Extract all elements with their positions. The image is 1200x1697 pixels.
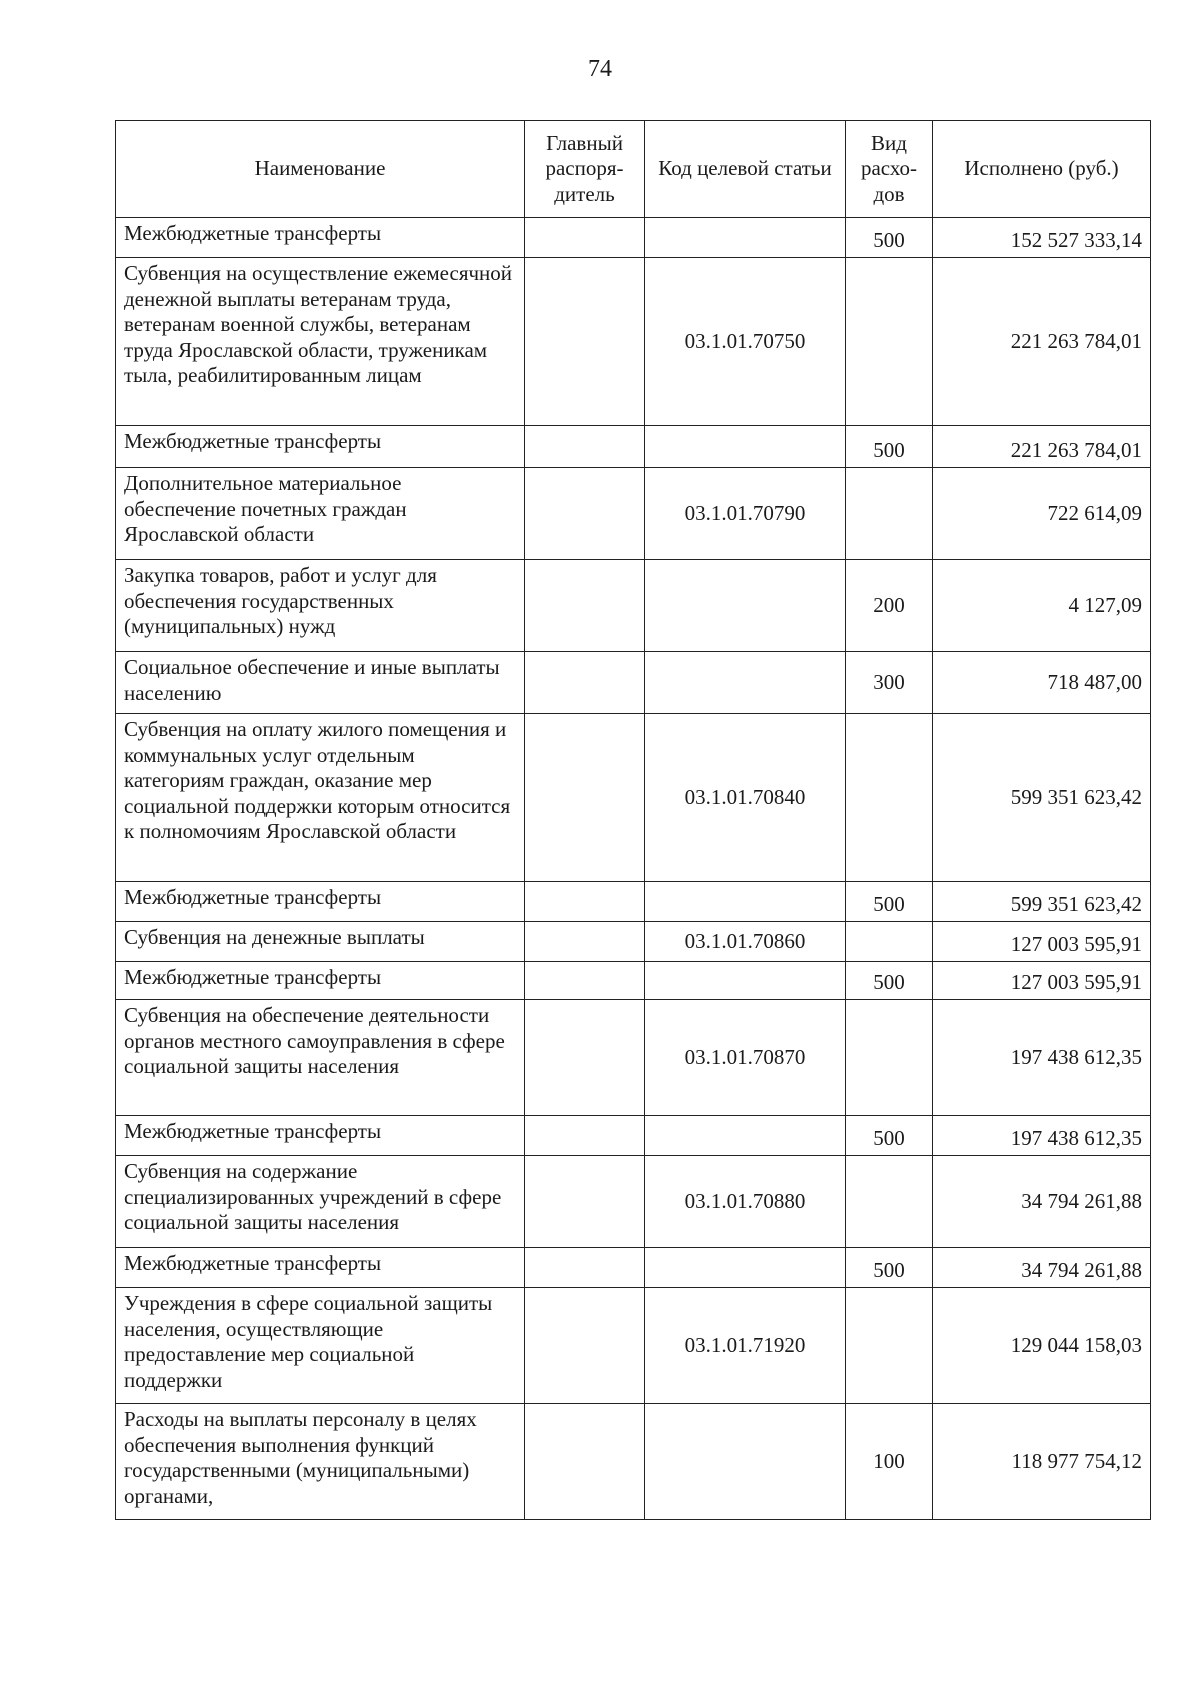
cell-name: Субвенция на осуществление ежемесячной денежной выплаты ветеранам труда, ветеранам военной службы, ветеранам труда Ярославской области, труженикам тыла, реабилитированным лицам: [116, 258, 525, 426]
cell-executed-amount: 4 127,09: [933, 560, 1151, 652]
cell-expense-type: 500: [846, 1248, 933, 1288]
cell-chief-administrator: [525, 1404, 645, 1520]
cell-chief-administrator: [525, 1288, 645, 1404]
cell-chief-administrator: [525, 882, 645, 922]
table-row: [116, 922, 1151, 962]
cell-expense-type: 100: [846, 1404, 933, 1520]
cell-target-code: [645, 560, 846, 652]
cell-executed-amount: 722 614,09: [933, 468, 1151, 560]
table-row: [116, 1288, 1151, 1404]
cell-target-code: [645, 218, 846, 258]
cell-target-code: 03.1.01.70870: [645, 1000, 846, 1116]
cell-chief-administrator: [525, 1000, 645, 1116]
cell-target-code: [645, 426, 846, 468]
header-name: Наименование: [116, 121, 525, 218]
cell-name: Межбюджетные трансферты: [116, 218, 525, 258]
table-row: [116, 468, 1151, 560]
cell-name: Учреждения в сфере социальной защиты населения, осуществляющие предоставление мер социальной поддержки: [116, 1288, 525, 1404]
cell-executed-amount: 599 351 623,42: [933, 882, 1151, 922]
table-row: [116, 1404, 1151, 1520]
header-chief-administrator: Главный распоря-дитель: [525, 121, 645, 218]
cell-name: Дополнительное материальное обеспечение почетных граждан Ярославской области: [116, 468, 525, 560]
table-row: [116, 560, 1151, 652]
cell-name: Межбюджетные трансферты: [116, 882, 525, 922]
cell-name: Межбюджетные трансферты: [116, 1248, 525, 1288]
cell-target-code: [645, 1404, 846, 1520]
cell-target-code: [645, 882, 846, 922]
cell-target-code: 03.1.01.70880: [645, 1156, 846, 1248]
cell-name: Расходы на выплаты персоналу в целях обеспечения выполнения функций государственными (муниципальными) органами,: [116, 1404, 525, 1520]
cell-expense-type: [846, 468, 933, 560]
cell-name: Межбюджетные трансферты: [116, 962, 525, 1000]
cell-executed-amount: 221 263 784,01: [933, 426, 1151, 468]
cell-target-code: 03.1.01.70790: [645, 468, 846, 560]
cell-executed-amount: 221 263 784,01: [933, 258, 1151, 426]
cell-target-code: [645, 1248, 846, 1288]
cell-target-code: [645, 1116, 846, 1156]
cell-expense-type: 300: [846, 652, 933, 714]
cell-expense-type: [846, 922, 933, 962]
cell-target-code: 03.1.01.70860: [645, 922, 846, 962]
cell-chief-administrator: [525, 652, 645, 714]
cell-executed-amount: 152 527 333,14: [933, 218, 1151, 258]
cell-name: Субвенция на оплату жилого помещения и коммунальных услуг отдельным категориям граждан, оказание мер социальной поддержки которым относится к полномочиям Ярославской области: [116, 714, 525, 882]
cell-expense-type: [846, 714, 933, 882]
table-row: [116, 1156, 1151, 1248]
table-row: [116, 218, 1151, 258]
cell-name: Субвенция на денежные выплаты: [116, 922, 525, 962]
cell-executed-amount: 118 977 754,12: [933, 1404, 1151, 1520]
table-row: [116, 1116, 1151, 1156]
header-expense-type: Вид расхо-дов: [846, 121, 933, 218]
cell-executed-amount: 599 351 623,42: [933, 714, 1151, 882]
cell-name: Межбюджетные трансферты: [116, 426, 525, 468]
cell-name: Субвенция на обеспечение деятельности органов местного самоуправления в сфере социальной защиты населения: [116, 1000, 525, 1116]
cell-executed-amount: 197 438 612,35: [933, 1116, 1151, 1156]
table-row: [116, 714, 1151, 882]
cell-target-code: [645, 962, 846, 1000]
table-header-row: [116, 121, 1151, 218]
cell-chief-administrator: [525, 258, 645, 426]
cell-chief-administrator: [525, 1116, 645, 1156]
cell-target-code: [645, 652, 846, 714]
cell-name: Социальное обеспечение и иные выплаты населению: [116, 652, 525, 714]
cell-expense-type: [846, 1288, 933, 1404]
cell-chief-administrator: [525, 218, 645, 258]
table-row: [116, 1248, 1151, 1288]
cell-target-code: 03.1.01.70750: [645, 258, 846, 426]
cell-name: Субвенция на содержание специализированных учреждений в сфере социальной защиты населения: [116, 1156, 525, 1248]
cell-chief-administrator: [525, 426, 645, 468]
cell-chief-administrator: [525, 468, 645, 560]
cell-executed-amount: 718 487,00: [933, 652, 1151, 714]
cell-expense-type: [846, 1156, 933, 1248]
cell-expense-type: 200: [846, 560, 933, 652]
cell-expense-type: 500: [846, 218, 933, 258]
cell-chief-administrator: [525, 1156, 645, 1248]
cell-chief-administrator: [525, 922, 645, 962]
cell-chief-administrator: [525, 962, 645, 1000]
cell-name: Закупка товаров, работ и услуг для обеспечения государственных (муниципальных) нужд: [116, 560, 525, 652]
page-number: 74: [588, 56, 612, 82]
table-row: [116, 882, 1151, 922]
table-row: [116, 426, 1151, 468]
cell-expense-type: 500: [846, 1116, 933, 1156]
cell-expense-type: 500: [846, 962, 933, 1000]
cell-chief-administrator: [525, 714, 645, 882]
cell-expense-type: [846, 258, 933, 426]
cell-chief-administrator: [525, 1248, 645, 1288]
header-target-code: Код целевой статьи: [645, 121, 846, 218]
table-row: [116, 962, 1151, 1000]
cell-executed-amount: 129 044 158,03: [933, 1288, 1151, 1404]
cell-expense-type: 500: [846, 882, 933, 922]
cell-chief-administrator: [525, 560, 645, 652]
table-row: [116, 652, 1151, 714]
cell-name: Межбюджетные трансферты: [116, 1116, 525, 1156]
cell-executed-amount: 34 794 261,88: [933, 1156, 1151, 1248]
cell-expense-type: 500: [846, 426, 933, 468]
cell-target-code: 03.1.01.71920: [645, 1288, 846, 1404]
expenditure-table: [115, 120, 1151, 1520]
cell-executed-amount: 127 003 595,91: [933, 922, 1151, 962]
table-body: [116, 218, 1151, 1520]
cell-executed-amount: 127 003 595,91: [933, 962, 1151, 1000]
header-executed-amount: Исполнено (руб.): [933, 121, 1151, 218]
cell-executed-amount: 197 438 612,35: [933, 1000, 1151, 1116]
cell-target-code: 03.1.01.70840: [645, 714, 846, 882]
cell-executed-amount: 34 794 261,88: [933, 1248, 1151, 1288]
table-row: [116, 258, 1151, 426]
table-row: [116, 1000, 1151, 1116]
cell-expense-type: [846, 1000, 933, 1116]
